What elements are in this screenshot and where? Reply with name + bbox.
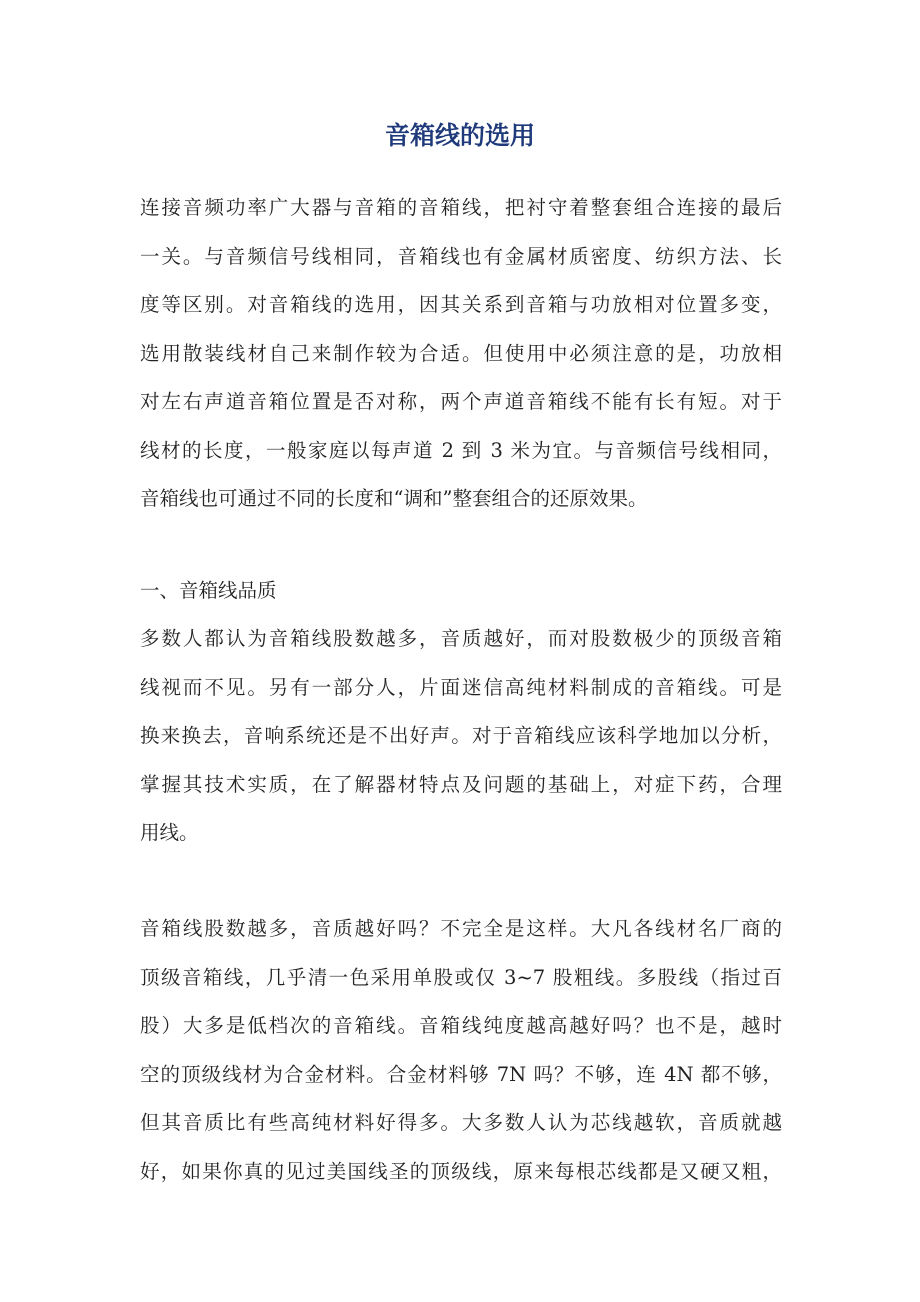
text-line: 线材的长度，一般家庭以每声道 2 到 3 米为宜。与音频信号线相同， (140, 438, 782, 462)
text-line: 好，如果你真的见过美国线圣的顶级线，原来每根芯线都是又硬又粗， (140, 1159, 782, 1183)
text-line: 但其音质比有些高纯材料好得多。大多数人认为芯线越软，音质就越 (140, 1111, 782, 1134)
text-line: 掌握其技术实质，在了解器材特点及问题的基础上，对症下药，合理 (140, 772, 782, 796)
document-title: 音箱线的选用 (384, 121, 535, 150)
intro-paragraph (140, 184, 782, 524)
text-line: 用线。 (140, 821, 199, 844)
section-heading-text: 一、音箱线品质 (140, 579, 277, 602)
quality-paragraph-2 (140, 905, 782, 1196)
text-line: 度等区别。对音箱线的选用，因其关系到音箱与功放相对位置多变， (140, 293, 782, 316)
text-line: 音箱线股数越多，音质越好吗？不完全是这样。大凡各线材名厂商的 (140, 917, 782, 940)
text-line: 一关。与音频信号线相同，音箱线也有金属材质密度、纺织方法、长 (140, 244, 782, 268)
text-line: 对左右声道音箱位置是否对称，两个声道音箱线不能有长有短。对于 (140, 390, 782, 413)
text-line: 换来换去，音响系统还是不出好声。对于音箱线应该科学地加以分析， (140, 724, 782, 747)
text-line: 顶级音箱线，几乎清一色采用单股或仅 3~7 股粗线。多股线（指过百 (140, 965, 782, 989)
section-heading (140, 567, 782, 616)
text-line: 多数人都认为音箱线股数越多，音质越好，而对股数极少的顶级音箱 (140, 627, 782, 650)
text-line: 音箱线也可通过不同的长度和“调和”整套组合的还原效果。 (140, 487, 648, 510)
text-line: 连接音频功率广大器与音箱的音箱线，把衬守着整套组合连接的最后 (140, 196, 782, 219)
quality-paragraph-1 (140, 615, 782, 858)
text-line: 选用散装线材自己来制作较为合适。但使用中必须注意的是，功放相 (140, 341, 782, 365)
text-line: 线视而不见。另有一部分人，片面迷信高纯材料制成的音箱线。可是 (140, 675, 782, 699)
text-line: 空的顶级线材为合金材料。合金材料够 7N 吗？不够，连 4N 都不够， (140, 1062, 782, 1086)
text-line: 股）大多是低档次的音箱线。音箱线纯度越高越好吗？也不是，越时 (140, 1014, 782, 1037)
